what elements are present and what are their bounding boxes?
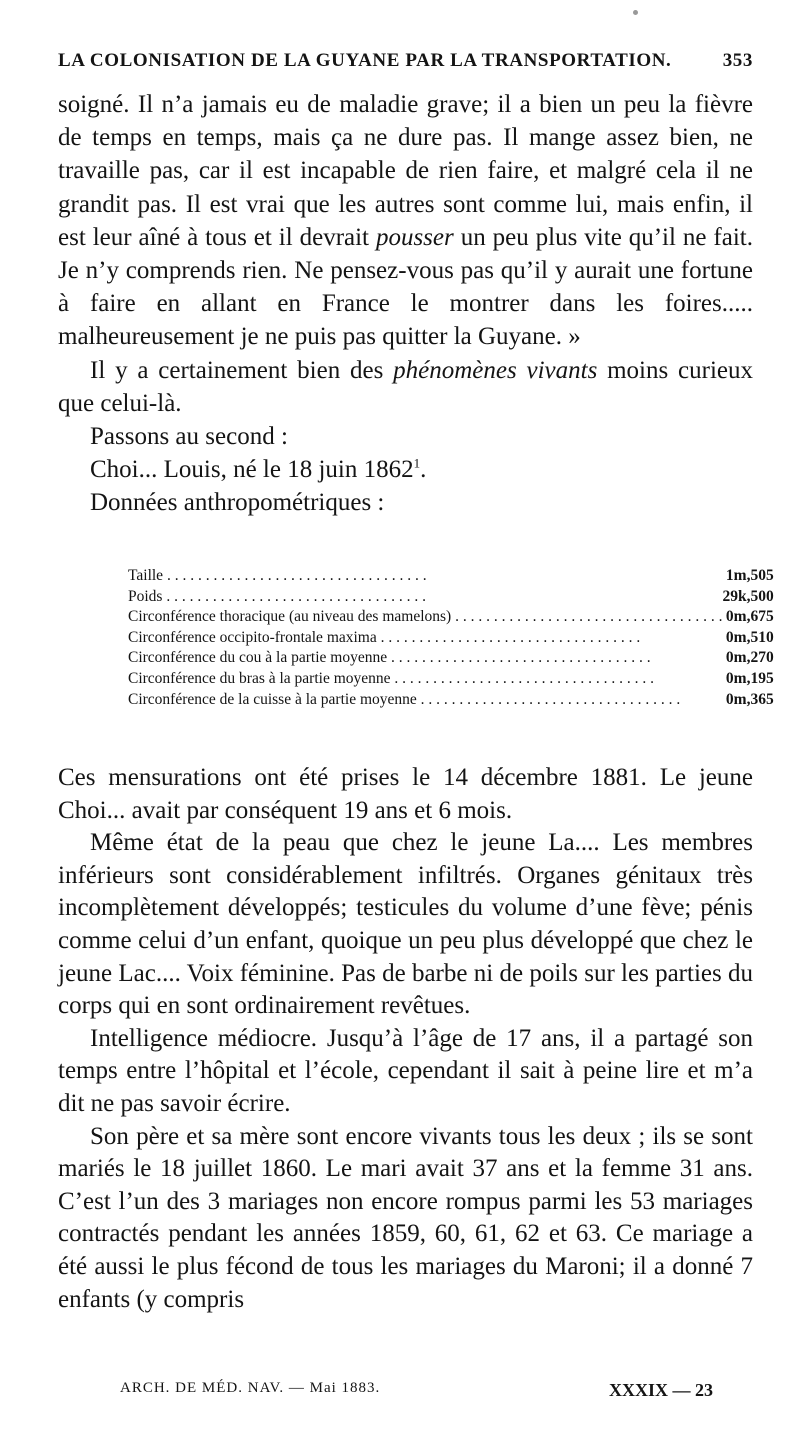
- measurement-label: Circonférence du cou à la partie moyenne . . .: [128, 649, 651, 666]
- page: [58, 0, 774, 1438]
- measurement-row: [128, 648, 774, 669]
- measurement-row: [128, 607, 774, 628]
- measurement-label: Taille . . .: [128, 567, 427, 584]
- measurement-value: 0m,365: [725, 690, 774, 708]
- measurement-value: 0m,270: [725, 649, 774, 667]
- measurement-row: [128, 690, 774, 711]
- measurement-label: Circonférence thoracique (au niveau des mamelons) . . . .: [128, 608, 722, 625]
- measurements-table: [128, 566, 774, 710]
- footer-signature: XXXIX — 23: [608, 1380, 713, 1400]
- running-head-title: LA COLONISATION DE LA GUYANE PAR LA TRANSPORTATION.: [58, 50, 672, 71]
- measurement-value: 29k,500: [722, 587, 774, 605]
- measurement-value: 0m,510: [725, 628, 774, 646]
- body-text-bottom: [58, 762, 753, 1316]
- page-footer: [58, 1380, 753, 1401]
- paragraph-1: soigné. Il n’a jamais eu de maladie grave; il a bien un peu la fièvre de temps en temps, mais ça ne dure pas. Il mange assez bien, ne travaille pas, car il est incapable de rien faire, et malgré cela il ne grandit pas. Il est vrai que les autres sont comme lui, mais enfin, il est leur aîné à tous et il devrait pousser un peu plus vite qu’il ne fait. Je n’y comprends rien. Ne pensez-vous pas qu’il y aurait une fortune à faire en allant en France le montrer dans les foires..... malheureusement je ne puis pas quitter la Guyane. »: [58, 91, 753, 351]
- measurement-row: [128, 669, 774, 690]
- measurement-label: Poids . . .: [128, 588, 426, 605]
- paragraph-4: Choi... Louis, né le 18 juin 1862$^1$.: [90, 455, 427, 484]
- running-head: [58, 50, 753, 72]
- footnote-marker: 1: [413, 455, 421, 471]
- measurement-label: Circonférence du bras à la partie moyenne . . .: [128, 670, 654, 687]
- measurement-value: 0m,195: [725, 669, 774, 687]
- paragraph-3: Passons au second :: [90, 423, 288, 451]
- measurement-value: 0m,675: [725, 608, 774, 626]
- measurement-value: 1m,505: [725, 567, 774, 584]
- measurement-row: [128, 566, 774, 587]
- paragraph-5: Données anthropométriques :: [90, 489, 385, 517]
- ink-dot: [633, 10, 638, 15]
- paragraph-2: Il y a certainement bien des phénomènes vivants moins curieux que celui-là.: [58, 356, 753, 417]
- paragraph-8: Intelligence médiocre. Jusqu’à l’âge de 17 ans, il a partagé son temps entre l’hôpital et l’école, cependant il sait à peine lire et m’a dit ne pas savoir écrire.: [58, 1024, 753, 1117]
- emphasis-pousser: pousser: [375, 223, 454, 251]
- measurement-label: Circonférence occipito-frontale maxima . . .: [128, 629, 640, 646]
- measurement-row: [128, 587, 774, 608]
- paragraph-9: Son père et sa mère sont encore vivants tous les deux ; ils se sont mariés le 18 juillet 1860. Le mari avait 37 ans et la femme 31 ans. C’est l’un des 3 mariages non encore rompus parmi les 53 mariages contractés pendant les années 1859, 60, 61, 62 et 63. Ce mariage a été aussi le plus fécond de tous les mariages du Maroni; il a donné 7 enfants (y compris: [58, 1122, 753, 1313]
- measurement-row: [128, 628, 774, 649]
- emphasis-phenomenes: phénomènes vivants: [393, 356, 598, 384]
- footer-source: ARCH. DE MÉD. NAV. — Mai 1883.: [120, 1380, 381, 1396]
- paragraph-6: Ces mensurations ont été prises le 14 décembre 1881. Le jeune Choi... avait par conséquent 19 ans et 6 mois.: [58, 764, 753, 824]
- paragraph-7: Même état de la peau que chez le jeune La.... Les membres inférieurs sont considérablement infiltrés. Organes génitaux très incomplètement développés; testicules du volume d’une fève; pénis comme celui d’un enfant, quoique un peu plus développé que chez le jeune Lac.... Voix féminine. Pas de barbe ni de poils sur les parties du corps qui en sont ordinairement revêtues.: [58, 829, 753, 1020]
- page-number: 353: [722, 50, 753, 71]
- measurement-label: Circonférence de la cuisse à la partie moyenne . . .: [128, 691, 680, 708]
- body-text-top: [58, 88, 753, 520]
